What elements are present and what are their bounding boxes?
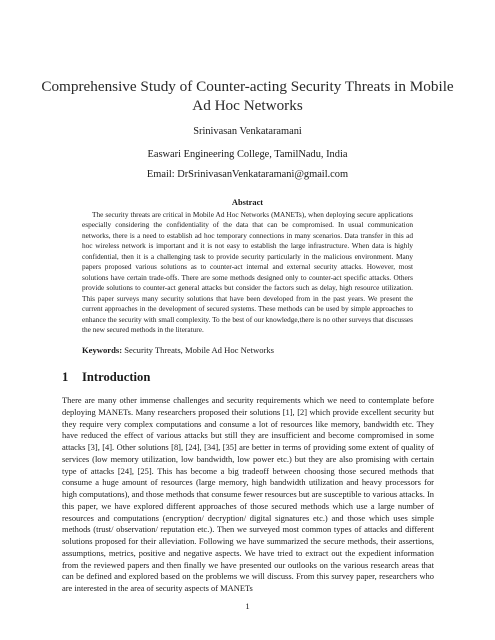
author-email: Email: DrSrinivasanVenkataramani@gmail.com — [146, 169, 349, 180]
page-number: 1 — [245, 601, 250, 611]
keywords-label: Keywords: — [82, 345, 123, 355]
author-name: Srinivasan Venkataramani — [193, 126, 302, 137]
intro-paragraph: There are many other immense challenges and security requirements which we need to contemplate before deploying MANETs. Many researchers proposed their solutions [1], [2] which provide excellent security but they require very complex computations and consume a lot of resources like memory, bandwidth etc. They have reduced the effect of various attacks but still they are insufficient and become compromised in some attacks [3], [4]. Other solutions [8], [24], [34], [35] are better in terms of providing some extent of quality of services (low memory utilization, low bandwidth, low power etc.) but they are also promising with certain type of attacks [24], [25]. This has become a big tradeoff between choosing those secured methods that consume a huge amount of resources (large memory, high bandwidth utilization and heavy processors for high computations), and those methods that consume fewer resources but are susceptible to various attacks. In this paper, we have explored different approaches of those secured methods which use a large number of resources and computations (encryption/ decryption/ digital signatures etc.) and those which uses simple methods (trust/ observation/ reputation etc.). Then we surveyed most common types of attacks and different solutions proposed for their alleviation. Following we have summarized the secure methods, their assertions, assumptions, metrics, positive and negative aspects. We have tried to extract out the expedient information from the reviewed papers and then finally we have presented our outlooks on the various research areas that can be defined and explored based on the problems we will discuss. From this survey paper, researchers who are interested in the area of security aspects of MANETs — [62, 395, 434, 593]
author-affiliation: Easwari Engineering College, TamilNadu, India — [147, 149, 348, 160]
keywords-text: Security Threats, Mobile Ad Hoc Networks — [124, 345, 274, 355]
keywords-line — [82, 345, 422, 356]
section-number: 1 — [62, 370, 69, 384]
paper-title: Comprehensive Study of Counter-acting Security Threats in Mobile Ad Hoc Networks — [41, 78, 454, 114]
abstract-heading: Abstract — [231, 198, 264, 207]
section-title: Introduction — [82, 370, 151, 384]
abstract-text: The security threats are critical in Mobile Ad Hoc Networks (MANETs), when deploying secure applications especially considering the confidentiality of the data that can be compromised. In usual communication networks, there is a need to establish ad hoc temporary connections in many scenarios. Data transfer in this ad hoc wireless network is important and it is not easy to establish the large infrastructure. When data is highly confidential, then it is a challenging task to provide security particularly in the malicious environment. Many papers proposed various solutions as to counter-act internal and external security attacks. However, most solutions have certain trade-offs. There are some methods designed only to counter-act specific attacks. Others provide solutions to counter-act general attacks but consider the factors such as delay, high resource utilization. This paper surveys many security solutions that have been developed from in the past years. We present the current approaches in the development of secured systems. These methods can be used by simple approaches to enhance the security with small complexity. To the best of our knowledge,there is no other surveys that discusses the new secured methods in the literature. — [82, 210, 413, 334]
section-heading — [62, 369, 150, 385]
